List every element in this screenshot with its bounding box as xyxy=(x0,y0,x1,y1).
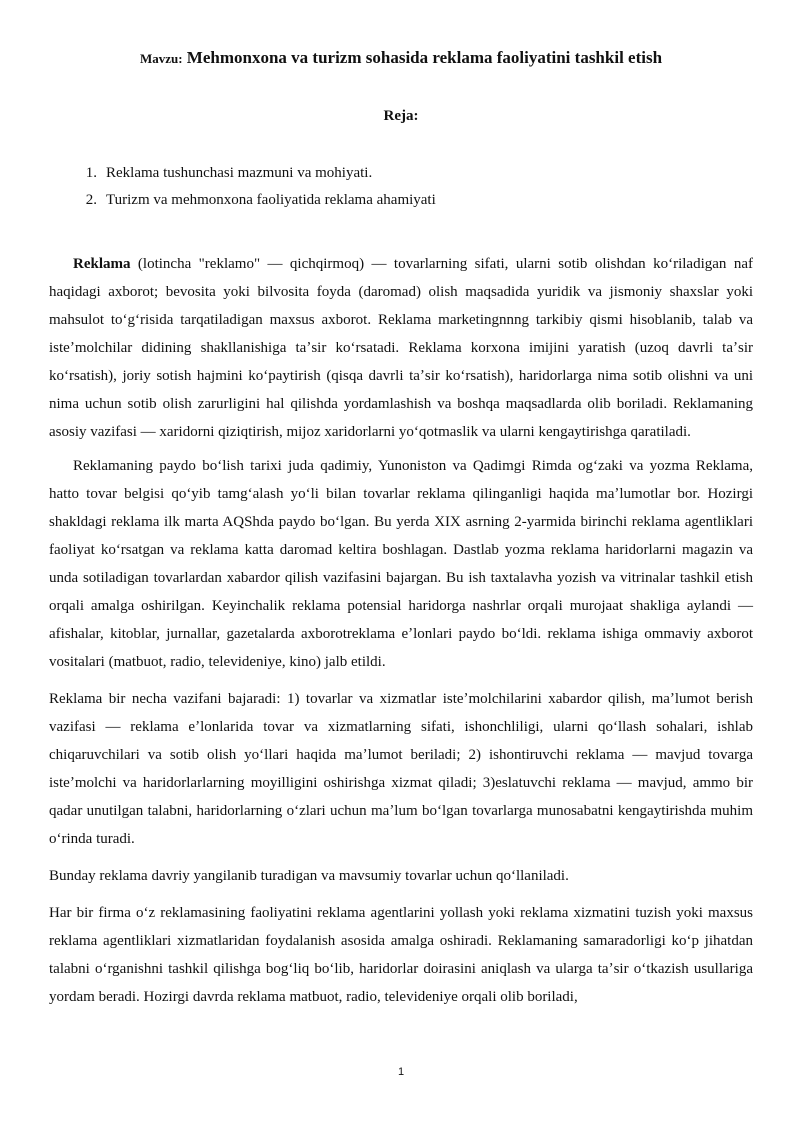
plan-item xyxy=(49,160,436,187)
plan-item-text: Turizm va mehmonxona faoliyatida reklama ahamiyati xyxy=(106,192,436,208)
paragraph: Reklamaning paydo boʻlish tarixi juda qadimiy, Yunoniston va Qadimgi Rimda ogʻzaki va yozma Reklama, hatto tovar belgisi qoʻyib tamgʻalash yoʻli bilan tovarlar reklama qilinganligi haqida maʼlumotlar bor. Hozirgi shakldagi reklama ilk marta AQShda paydo boʻlgan. Bu yerda XIX asrning 2-yarmida birinchi reklama agentliklari faoliyat koʻrsatgan va reklama katta daromad keltira boshlagan. Dastlab yozma reklama haridorlarni magazin va unda sotiladigan tovarlardan xabardor qilish vazifasini bajargan. Bu ish taxtalavha yozish va vitrinalar tashkil etish orqali amalga oshirilgan. Keyinchalik reklama potensial haridorga nashrlar orqali murojaat shakliga aylandi — afishalar, kitoblar, jurnallar, gazetalarda axborotreklama eʼlonlari paydo boʻldi. reklama ishiga ommaviy axborot vositalari (matbuot, radio, televideniye, kino) jalb etildi. xyxy=(49,458,753,670)
paragraph-text: (lotincha "reklamo" — qichqirmoq) — tovarlarning sifati, ularni sotib olishdan koʻriladigan naf haqidagi axborot; bevosita yoki bilvosita foyda (daromad) olish maqsadida yuridik va jismoniy shaxslar yoki mahsulot toʻgʻrisida tarqatiladigan maxsus axborot. Reklama marketingnnng tarkibiy qismi hisoblanib, talab va isteʼmolchilar didining shakllanishiga taʼsir koʻrsatadi. Reklama korxona imijini yaratish (uzoq davrli taʼsir koʻrsatish), joriy sotish hajmini koʻpaytirish (qisqa davrli taʼsir koʻrsatish), haridorlarga nima sotib olishni va uni nima uchun sotib olish zarurligini hal qilishda yordamlashish va boshqa maqsadlarda olib boriladi. Reklamaning asosiy vazifasi — xaridorni qiziqtirish, mijoz xaridorlarni yoʻqotmaslik va ularni kengaytirishga qaratiladi. xyxy=(49,256,753,440)
plan-item-number: 2. xyxy=(85,192,97,208)
plan-list xyxy=(49,160,436,214)
plan-item-number: 1. xyxy=(85,165,97,181)
plan-item-text: Reklama tushunchasi mazmuni va mohiyati. xyxy=(106,165,373,181)
document-title xyxy=(49,48,753,68)
paragraph: Reklama bir necha vazifani bajaradi: 1) tovarlar va xizmatlar isteʼmolchilarini xabardor qilish, maʼlumot berish vazifasi — reklama eʼlonlarida tovar va xizmatlarning sifati, ishonchliligi, ularni qoʻllash sohalari, ishlab chiqaruvchilari va sotib olish yoʻllari haqida maʼlumot beriladi; 2) ishontiruvchi reklama — mavjud tovarga isteʼmolchi va haridorlarlarning moyilligini oshirishga xizmat qiladi; 3)eslatuvchi reklama — mavjud, ammo bir qadar unutilgan talabni, haridorlarning oʻzlari uchun maʼlum boʻlgan tovarlarga munosabatni kengaytirishda muhim oʻrinda turadi. xyxy=(49,691,753,847)
title-text: Mehmonxona va turizm sohasida reklama faoliyatini tashkil etish xyxy=(186,48,663,67)
plan-heading: Reja: xyxy=(383,108,419,124)
document-body xyxy=(49,250,753,1020)
plan-item xyxy=(49,187,436,214)
paragraph: Har bir firma oʻz reklamasining faoliyatini reklama agentlarini yollash yoki reklama xizmatini tuzish yoki maxsus reklama agentliklari xizmatlaridan foydalanish asosida amalga oshiradi. Reklamaning samaradorligi koʻp jihatdan talabni oʻrganishni tashkil qilishga bogʻliq boʻlib, haridorlar doirasini aniqlash va ularga taʼsir oʻtkazish usullariga yordam beradi. Hozirgi davrda reklama matbuot, radio, televideniye orqali olib boriladi, xyxy=(49,905,753,1005)
term-bold: Reklama xyxy=(73,256,131,272)
document-page xyxy=(49,0,753,1131)
page-number: 1 xyxy=(397,1066,405,1078)
paragraph xyxy=(49,250,753,446)
paragraph: Bunday reklama davriy yangilanib turadigan va mavsumiy tovarlar uchun qoʻllaniladi. xyxy=(49,868,569,884)
title-prefix: Mavzu: xyxy=(139,51,183,66)
